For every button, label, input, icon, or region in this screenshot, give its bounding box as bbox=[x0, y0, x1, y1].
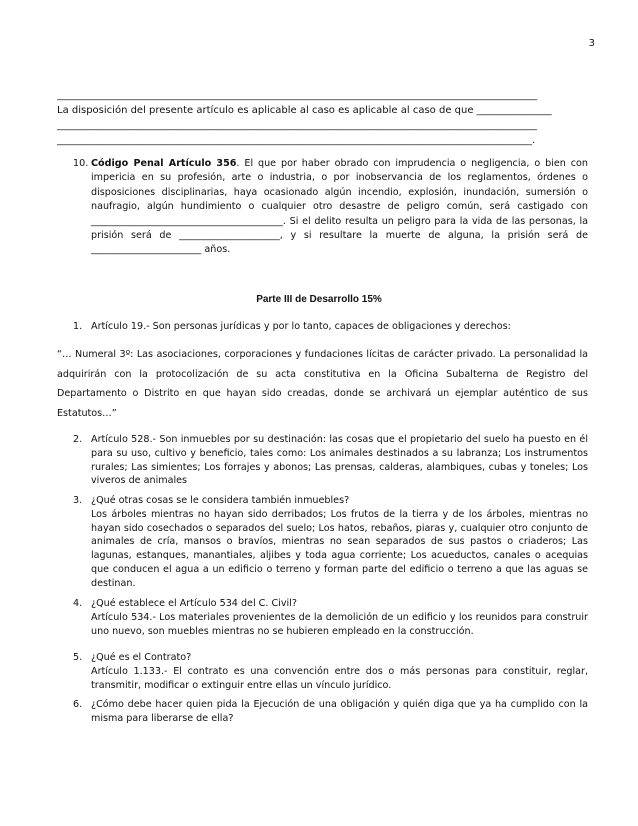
item-number: 5. bbox=[73, 652, 83, 663]
item-number: 2. bbox=[73, 434, 83, 445]
item-number: 4. bbox=[73, 598, 83, 609]
blank-line: _______________________________________________________________________________________________. bbox=[57, 135, 536, 146]
item-answer: Los árboles mientras no hayan sido derribados; Los frutos de la tierra y de los árboles, mientras no hayan sido cosechados o separados del suelo; Los hatos, rebaños, piaras y, cualquier otro conjunto de animales de cría, mansos o bravíos, mientras no sean separados de sus pastos o criaderos; Las lagunas, estanques, manantiales, aljibes y toda agua corriente; Los acueductos, canales o acequias que conducen el agua a un edificio o terreno y forman parte del edificio o terreno a que las aguas se destinan. bbox=[91, 508, 588, 589]
section-title: Parte III de Desarrollo 15% bbox=[256, 294, 382, 305]
item-question: ¿Qué es el Contrato? bbox=[91, 652, 192, 663]
list-item-1 bbox=[73, 320, 588, 334]
item-text: ¿Cómo debe hacer quien pida la Ejecución de una obligación y quién diga que ya ha cumplido con la misma para liberarse de ella? bbox=[91, 699, 588, 724]
item-number: 1. bbox=[73, 321, 83, 332]
item-number: 10. bbox=[73, 158, 89, 169]
list-item-5 bbox=[73, 651, 588, 692]
list-item-3 bbox=[73, 494, 588, 591]
article-10-item bbox=[73, 157, 588, 258]
item-answer: Artículo 534.- Los materiales provenientes de la demolición de un edificio y los reunidos para construir uno nuevo, son muebles mientras no se hubieren empleado en la construcción. bbox=[91, 611, 588, 637]
blank-line: ________________________________________________________________________________________________ bbox=[57, 120, 537, 131]
item-number: 3. bbox=[73, 495, 83, 506]
item-number: 6. bbox=[73, 699, 83, 710]
item-question: ¿Qué otras cosas se le considera también inmuebles? bbox=[91, 495, 350, 506]
fill-in-sentence: La disposición del presente artículo es aplicable al caso es aplicable al caso de que _______________ bbox=[57, 105, 552, 116]
quoted-text: “… Numeral 3º: Las asociaciones, corporaciones y fundaciones lícitas de carácter privado. La personalidad la adquirirán con la protocolización de su acta constitutiva en la Oficina Subalterna de Registro del Departamento o Distrito en que hayan sido creadas, donde se archivará un ejemplar auténtico de sus Estatutos…” bbox=[57, 349, 588, 420]
item-answer: Artículo 1.133.- El contrato es una convención entre dos o más personas para constituir, reglar, transmitir, modificar o extinguir entre ellas un vínculo jurídico. bbox=[91, 665, 588, 691]
item-question: ¿Qué establece el Artículo 534 del C. Civil? bbox=[91, 598, 297, 609]
list-item-2 bbox=[73, 433, 588, 488]
article-title: Código Penal Artículo 356 bbox=[91, 158, 237, 169]
list-item-6 bbox=[73, 698, 588, 726]
item-text: Artículo 19.- Son personas jurídicas y por lo tanto, capaces de obligaciones y derechos: bbox=[91, 321, 511, 332]
fill-in-lines bbox=[57, 88, 585, 148]
page-number: 3 bbox=[588, 38, 595, 49]
blank-line: ________________________________________________________________________________________________ bbox=[57, 90, 537, 101]
item-text: Artículo 528.- Son inmuebles por su destinación: las cosas que el propietario del suelo ha puesto en él para su uso, cultivo y beneficio, tales como: Los animales destinados a su labranza; Los instrumentos rurales; Las simientes; Los forrajes y abonos; Las prensas, calderas, alambiques, cubas y toneles; Los viveros de animales bbox=[91, 434, 588, 487]
list-item-4 bbox=[73, 597, 588, 638]
article-text: . El que por haber obrado con imprudencia o negligencia, o bien con impericia en su profesión, arte o industria, o por inobservancia de los reglamentos, órdenes o disposiciones disciplinarias, haya ocasionado algún incendio, explosión, inundación, sumersión o naufragio, algún hundimiento o cualquier otro desastre de peligro común, será castigado con ________________________________________. Si el delito resulta un peligro para la vida de las personas, la prisión será de _____________________, y si resultare la muerte de alguna, la prisión será de _______________________ años. bbox=[91, 158, 588, 256]
